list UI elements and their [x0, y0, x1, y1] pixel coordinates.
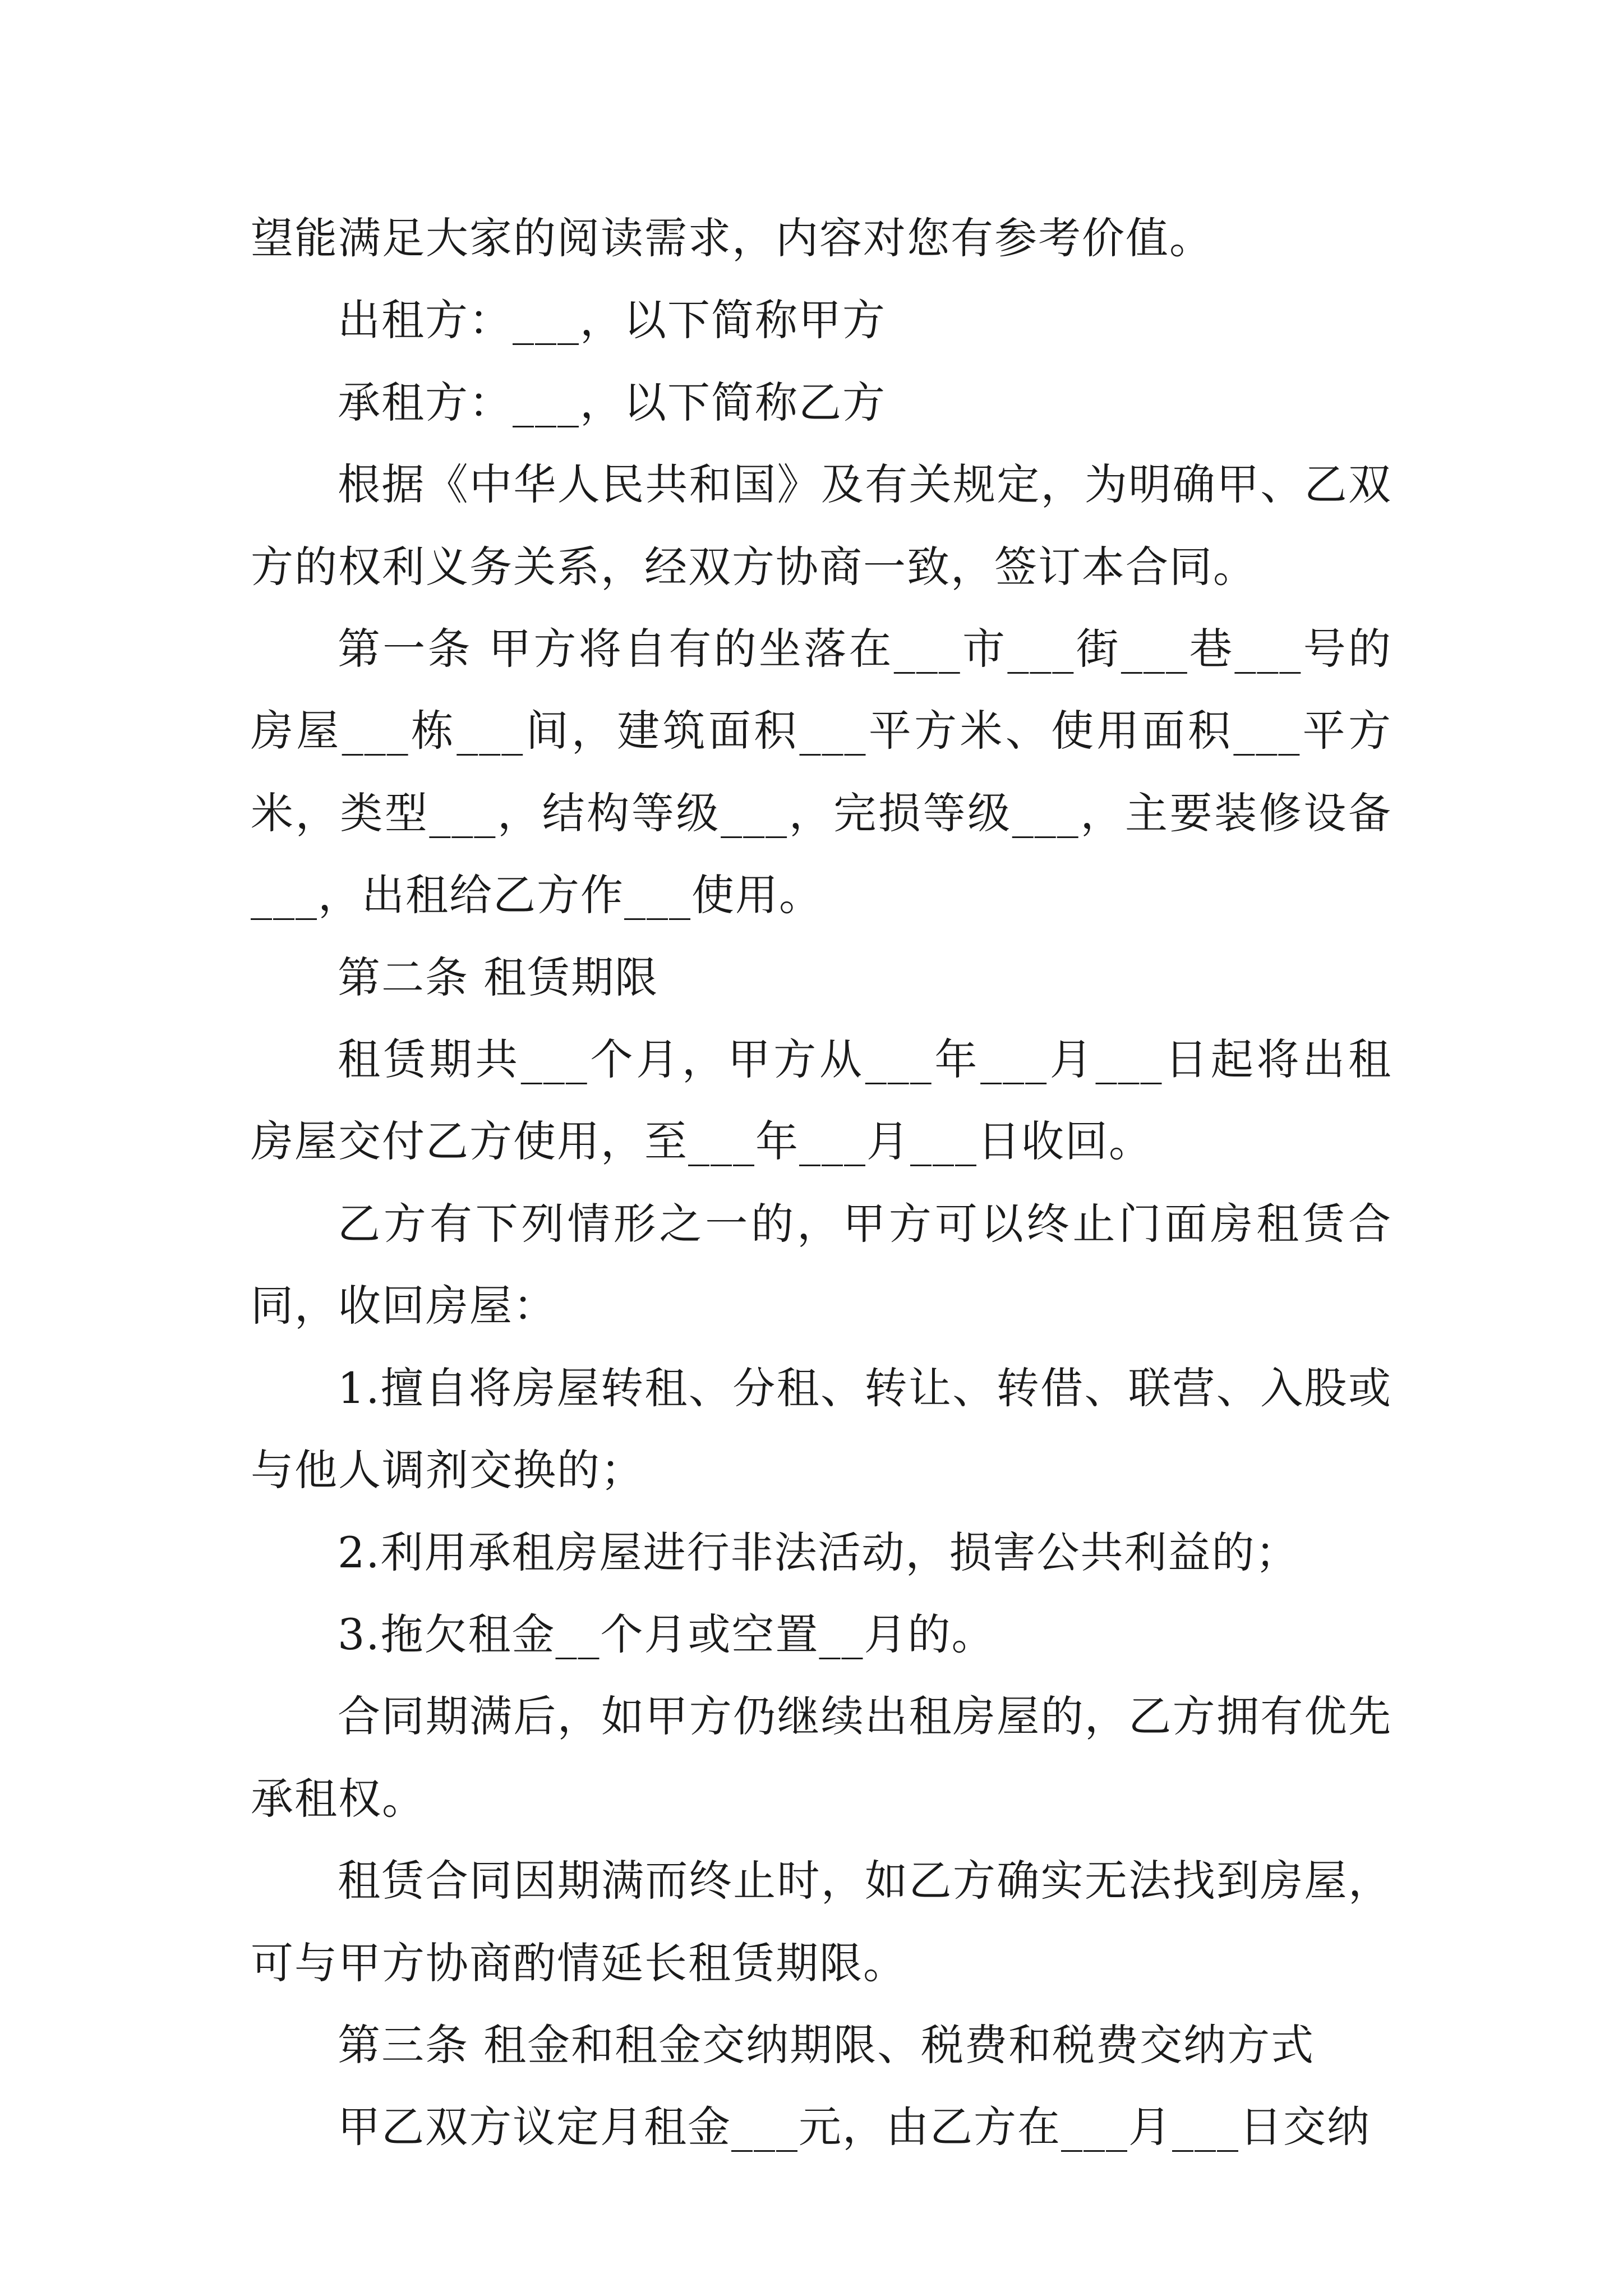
paragraph: 望能满足大家的阅读需求，内容对您有参考价值。 [251, 213, 1213, 263]
paragraph: 根据《中华人民共和国》及有关规定，为明确甲、乙双方的权利义务关系，经双方协商一致，签订本合同。 [251, 459, 1392, 592]
paragraph: 合同期满后，如甲方仍继续出租房屋的，乙方拥有优先承租权。 [251, 1691, 1392, 1824]
paragraph: 3.拖欠租金__个月或空置__月的。 [338, 1609, 995, 1659]
paragraph: 甲乙双方议定月租金___元，由乙方在___月___日交纳 [338, 2102, 1371, 2152]
paragraph: 租赁合同因期满而终止时，如乙方确实无法找到房屋，可与甲方协商酌情延长租赁期限。 [251, 1856, 1392, 1988]
paragraph: 乙方有下列情形之一的，甲方可以终止门面房租赁合同，收回房屋： [251, 1198, 1392, 1331]
paragraph: 出租方：___，以下简称甲方 [338, 295, 886, 346]
paragraph: 第三条 租金和租金交纳期限、税费和税费交纳方式 [338, 2019, 1315, 2070]
paragraph: 第一条 甲方将自有的坐落在___市___街___巷___号的房屋___栋___间，建筑面积___平方米、使用面积___平方米，类型___，结构等级___，完损等级___，主要装修设备___，出租给乙方作___使用。 [251, 624, 1392, 921]
paragraph: 承租方：___，以下简称乙方 [338, 377, 886, 427]
contract-body [251, 197, 1392, 2169]
paragraph: 第二条 租赁期限 [338, 952, 659, 1002]
paragraph: 租赁期共___个月，甲方从___年___月___日起将出租房屋交付乙方使用，至___年___月___日收回。 [251, 1034, 1392, 1167]
paragraph: 2.利用承租房屋进行非法活动，损害公共利益的； [338, 1527, 1299, 1577]
paragraph: 1.擅自将房屋转租、分租、转让、转借、联营、入股或与他人调剂交换的； [251, 1363, 1392, 1496]
